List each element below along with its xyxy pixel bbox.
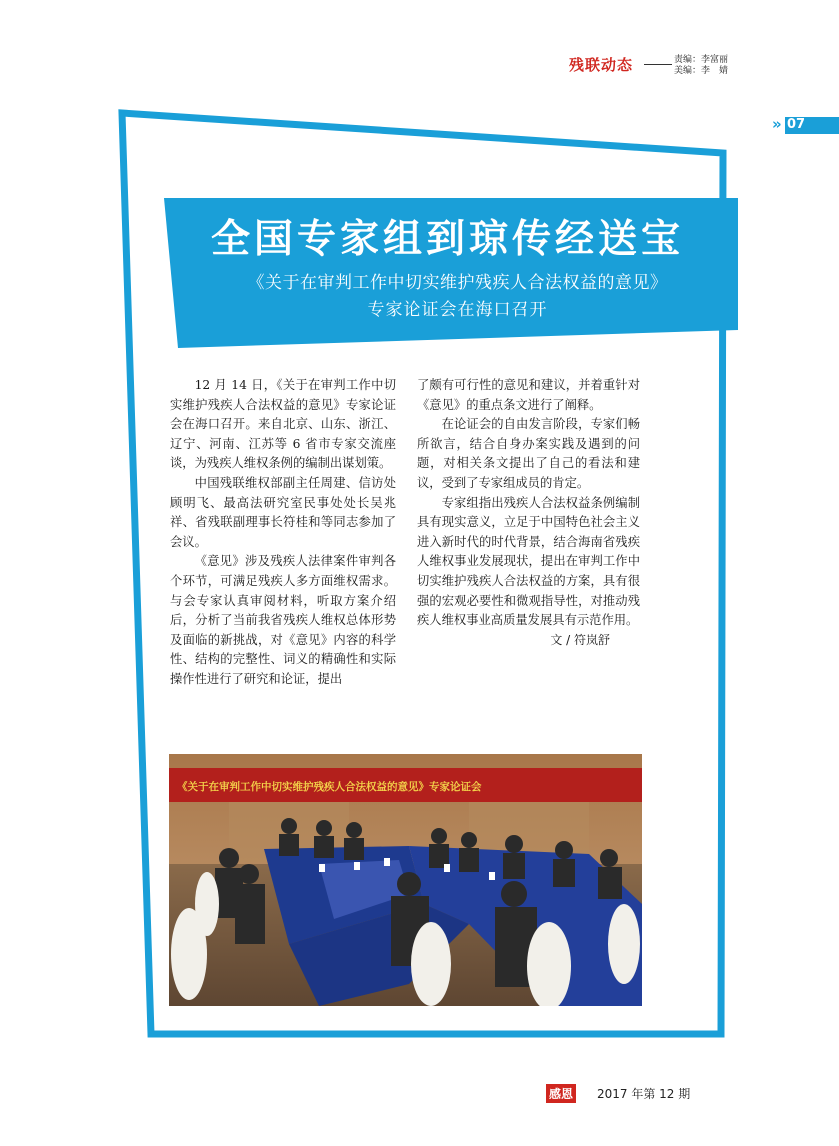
author-byline: 文 / 符岚舒 — [550, 632, 610, 647]
section-title: 残联动态 — [569, 56, 634, 74]
article-headline: 全国专家组到琼传经送宝 — [210, 217, 684, 262]
article-subtitle: 《关于在审判工作中切实维护残疾人合法权益的意见》 — [247, 273, 668, 293]
article-column-left — [170, 376, 396, 690]
double-chevron-icon: » — [772, 115, 782, 133]
magazine-logo: 感恩 — [546, 1084, 576, 1103]
paragraph: 在论证会的自由发言阶段，专家们畅所欲言，结合自身办案实践及遇到的问题，对相关条文提出了自己的看法和建议，受到了专家组成员的肯定。 — [417, 417, 640, 490]
meeting-photo — [169, 754, 642, 1006]
paragraph: 专家组指出残疾人合法权益条例编制具有现实意义，立足于中国特色社会主义进入新时代的时代背景，结合海南省残疾人维权事业发展现状，提出在审判工作中切实维护残疾人合法权益的方案，具有很强的宏观必要性和微观指导性，对推动残疾人维权事业高质量发展具有示范作用。 — [417, 495, 640, 628]
paragraph: 12 月 14 日，《关于在审判工作中切实维护残疾人合法权益的意见》专家论证会在海口召开。来自北京、山东、浙江、辽宁、河南、江苏等 6 省市专家交流座谈，为残疾人维权条例的编制出谋划策。 — [170, 378, 396, 471]
issue-number: 2017 年第 12 期 — [597, 1087, 691, 1101]
page-number: 07 — [787, 117, 806, 132]
photo-banner-text: 《关于在审判工作中切实维护残疾人合法权益的意见》专家论证会 — [177, 781, 482, 793]
designer-credit: 美编：李 婧 — [674, 66, 729, 76]
article-column-right — [417, 376, 640, 650]
paragraph: 了颇有可行性的意见和建议，并着重针对《意见》的重点条文进行了阐释。 — [417, 378, 640, 412]
article-subtitle-line2: 专家论证会在海口召开 — [367, 300, 548, 320]
editor-credit: 责编：李富丽 — [674, 55, 729, 65]
paragraph: 中国残联维权部副主任周建、信访处顾明飞、最高法研究室民事处处长吴兆祥、省残联副理事长符桂和等同志参加了会议。 — [170, 475, 396, 549]
paragraph: 《意见》涉及残疾人法律案件审判各个环节，可满足残疾人多方面维权需求。与会专家认真审阅材料，听取方案介绍后，分析了当前我省残疾人维权总体形势及面临的新挑战，对《意见》内容的科学性、结构的完整性、词义的精确性和实际操作性进行了研究和论证，提出 — [170, 554, 396, 686]
